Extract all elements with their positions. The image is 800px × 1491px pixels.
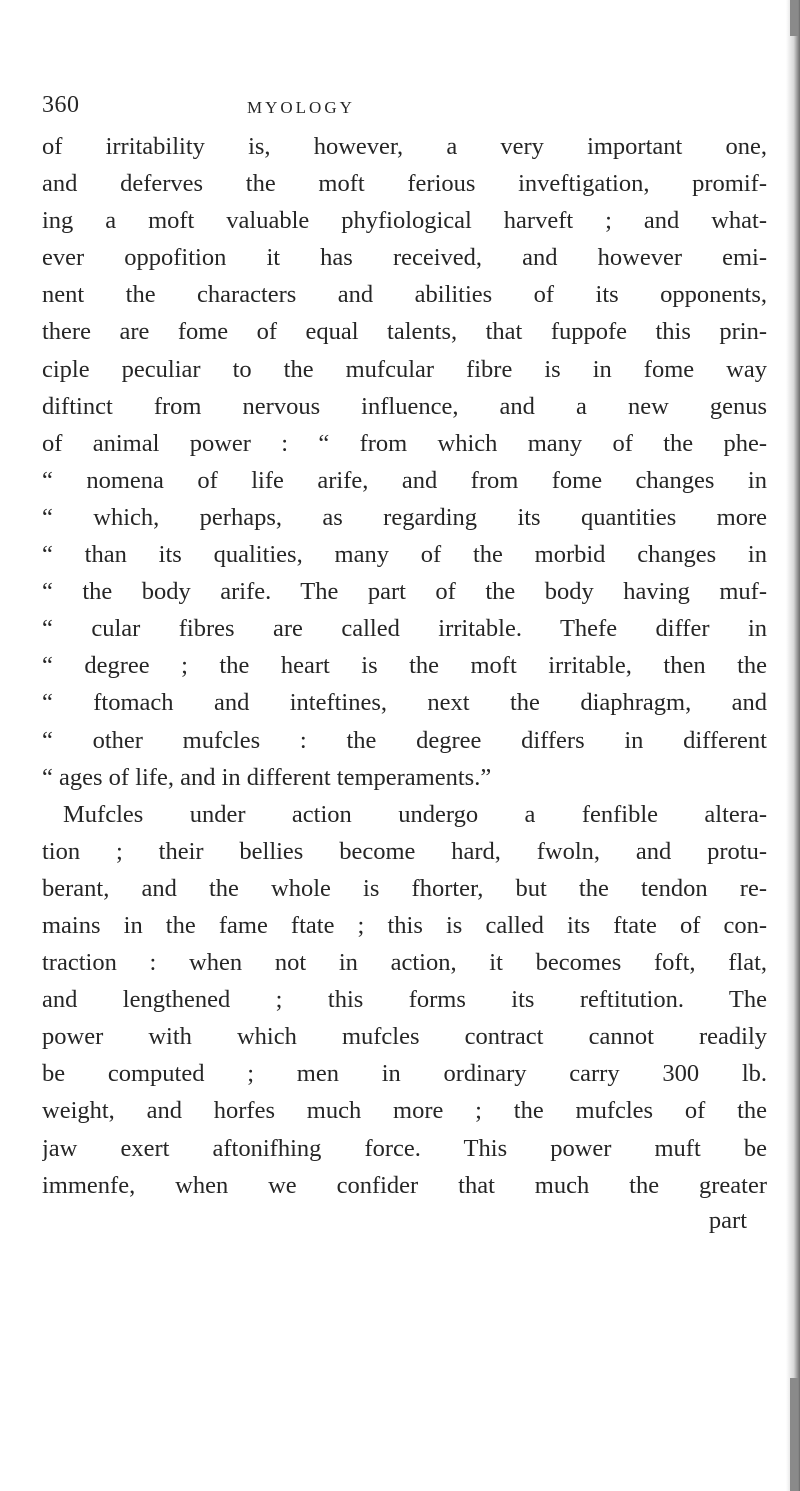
- text-line: “ degree ; the heart is the moft irritable, then the: [42, 652, 767, 680]
- running-head: MYOLOGY: [247, 98, 355, 117]
- text-line: “ nomena of life arife, and from fome changes in: [42, 466, 767, 494]
- text-line: power with which mufcles contract cannot readily: [42, 1023, 767, 1051]
- page-number: 360: [42, 92, 80, 118]
- text-line: ciple peculiar to the mufcular fibre is in fome way: [42, 355, 767, 383]
- text-line: mains in the fame ftate ; this is called its ftate of con-: [42, 911, 767, 939]
- page-edge-shadow: [786, 0, 800, 1491]
- catchword: part: [708, 1206, 747, 1234]
- edge-mark: [790, 1378, 798, 1491]
- text-line: weight, and horfes much more ; the mufcles of the: [42, 1097, 767, 1125]
- text-line: nent the characters and abilities of its opponents,: [42, 281, 767, 309]
- text-line: “ other mufcles : the degree differs in different: [42, 726, 767, 754]
- text-line: tion ; their bellies become hard, fwoln, and protu-: [42, 837, 767, 865]
- text-line: be computed ; men in ordinary carry 300 lb.: [42, 1060, 767, 1088]
- text-line: diftinct from nervous influence, and a new genus: [42, 392, 767, 420]
- edge-mark: [790, 0, 798, 36]
- text-line: “ which, perhaps, as regarding its quantities more: [42, 503, 767, 531]
- text-line: berant, and the whole is fhorter, but the tendon re-: [42, 874, 767, 902]
- text-line: and lengthened ; this forms its reftitution. The: [42, 986, 767, 1014]
- text-line: “ ftomach and inteftines, next the diaphragm, and: [42, 689, 767, 717]
- text-line: “ ages of life, and in different temperaments.”: [42, 763, 492, 791]
- text-line: of irritability is, however, a very important one,: [42, 133, 767, 160]
- text-line: of animal power : “ from which many of the phe-: [42, 429, 767, 457]
- text-line: ever oppofition it has received, and however emi-: [42, 244, 767, 272]
- text-line: traction : when not in action, it becomes foft, flat,: [42, 949, 767, 977]
- text-line: immenfe, when we confider that much the greater: [42, 1171, 767, 1199]
- body-text: [42, 128, 767, 1238]
- text-line: “ than its qualities, many of the morbid changes in: [42, 541, 767, 569]
- text-line: jaw exert aftonifhing force. This power muft be: [42, 1134, 767, 1162]
- text-line: there are fome of equal talents, that fuppofe this prin-: [42, 318, 767, 346]
- text-line: “ cular fibres are called irritable. Thefe differ in: [42, 615, 767, 643]
- text-line: ing a moft valuable phyfiological harveft ; and what-: [42, 207, 767, 235]
- text-line: “ the body arife. The part of the body having muf-: [42, 578, 767, 606]
- paragraph-start-line: Mufcles under action undergo a fenfible altera-: [63, 800, 767, 828]
- text-line: and deferves the moft ferious inveftigation, promif-: [42, 170, 767, 198]
- page-header: [42, 92, 742, 122]
